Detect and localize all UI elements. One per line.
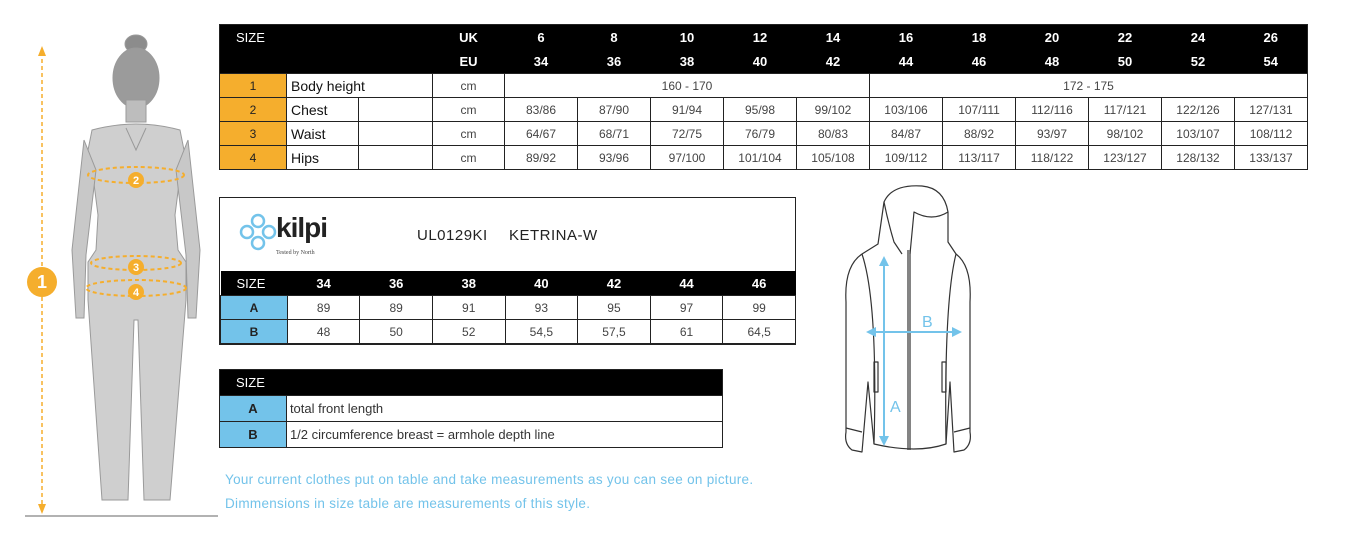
style-size-row <box>221 271 796 296</box>
uk-size: 14 <box>797 25 870 50</box>
hips-marker-label: 4 <box>132 287 140 299</box>
product-name: KETRINA-W <box>509 227 598 244</box>
hips-row <box>220 146 1308 170</box>
measurement-legend-table <box>219 369 723 448</box>
waist-row <box>220 122 1308 146</box>
row-number: 3 <box>220 122 287 146</box>
value-cell: 93/97 <box>1016 122 1089 146</box>
value-cell: 108/112 <box>1235 122 1308 146</box>
legend-row-a <box>220 396 723 422</box>
uk-size: 8 <box>578 25 651 50</box>
value-cell: 93/96 <box>578 146 651 170</box>
body-height-row <box>220 74 1308 98</box>
value-cell: 118/122 <box>1016 146 1089 170</box>
eu-size: 52 <box>1162 49 1235 74</box>
style-measurement-table <box>220 271 796 344</box>
eu-size: 46 <box>943 49 1016 74</box>
value-cell: 109/112 <box>870 146 943 170</box>
value-cell: 95/98 <box>724 98 797 122</box>
value-cell: 98/102 <box>1089 122 1162 146</box>
jacket-marker-b: B <box>922 314 933 331</box>
style-size: 40 <box>505 271 578 296</box>
value-cell: 48 <box>287 320 360 344</box>
eu-label: EU <box>433 49 505 74</box>
value-cell: 83/86 <box>505 98 578 122</box>
value-cell: 84/87 <box>870 122 943 146</box>
eu-size: 50 <box>1089 49 1162 74</box>
row-label: Chest <box>287 98 359 122</box>
value-cell: 91 <box>432 296 505 320</box>
value-cell: 95 <box>578 296 651 320</box>
eu-size: 42 <box>797 49 870 74</box>
row-number: 4 <box>220 146 287 170</box>
uk-size: 6 <box>505 25 578 50</box>
value-cell: 97/100 <box>651 146 724 170</box>
row-number: 2 <box>220 98 287 122</box>
uk-size: 22 <box>1089 25 1162 50</box>
value-cell: 97 <box>650 296 723 320</box>
size-header: SIZE <box>220 25 287 50</box>
value-cell: 89 <box>287 296 360 320</box>
note-line-1: Your current clothes put on table and take measurements as you can see on picture. <box>225 472 754 487</box>
uk-size-row <box>220 25 1308 50</box>
eu-size-row <box>220 49 1308 74</box>
value-cell: 103/107 <box>1162 122 1235 146</box>
eu-size: 36 <box>578 49 651 74</box>
value-cell: 87/90 <box>578 98 651 122</box>
eu-size: 44 <box>870 49 943 74</box>
value-cell: 80/83 <box>797 122 870 146</box>
unit-cell: cm <box>433 98 505 122</box>
style-size: 46 <box>723 271 796 296</box>
height-marker-label: 1 <box>36 272 48 292</box>
value-cell: 105/108 <box>797 146 870 170</box>
row-label: B <box>220 422 287 448</box>
brand-tagline: Tested by North <box>276 250 315 256</box>
product-code: UL0129KI <box>417 227 488 244</box>
style-size: 42 <box>578 271 651 296</box>
style-row-a <box>221 296 796 320</box>
value-cell: 54,5 <box>505 320 578 344</box>
style-size-box <box>219 197 796 345</box>
eu-size: 40 <box>724 49 797 74</box>
style-size: 34 <box>287 271 360 296</box>
unit-cell: cm <box>433 122 505 146</box>
value-cell: 101/104 <box>724 146 797 170</box>
legend-text: 1/2 circumference breast = armhole depth line <box>286 422 722 448</box>
style-size: 36 <box>360 271 433 296</box>
uk-size: 26 <box>1235 25 1308 50</box>
row-label: A <box>220 396 287 422</box>
height-range: 160 - 170 <box>505 74 870 98</box>
jacket-marker-a: A <box>890 399 901 416</box>
chest-row <box>220 98 1308 122</box>
brand-name: kilpi <box>276 212 328 243</box>
uk-label: UK <box>433 25 505 50</box>
row-label: Hips <box>287 146 359 170</box>
value-cell: 113/117 <box>943 146 1016 170</box>
uk-size: 16 <box>870 25 943 50</box>
unit-cell: cm <box>433 74 505 98</box>
value-cell: 117/121 <box>1089 98 1162 122</box>
size-chart-table <box>219 24 1308 170</box>
value-cell: 122/126 <box>1162 98 1235 122</box>
value-cell: 52 <box>432 320 505 344</box>
unit-cell: cm <box>433 146 505 170</box>
size-header: SIZE <box>220 370 287 396</box>
value-cell: 76/79 <box>724 122 797 146</box>
value-cell: 93 <box>505 296 578 320</box>
value-cell: 91/94 <box>651 98 724 122</box>
value-cell: 68/71 <box>578 122 651 146</box>
value-cell: 112/116 <box>1016 98 1089 122</box>
height-range: 172 - 175 <box>870 74 1308 98</box>
style-size: 38 <box>432 271 505 296</box>
waist-marker-label: 3 <box>132 262 140 274</box>
eu-size: 54 <box>1235 49 1308 74</box>
value-cell: 127/131 <box>1235 98 1308 122</box>
value-cell: 133/137 <box>1235 146 1308 170</box>
eu-size: 34 <box>505 49 578 74</box>
value-cell: 107/111 <box>943 98 1016 122</box>
eu-size: 38 <box>651 49 724 74</box>
value-cell: 88/92 <box>943 122 1016 146</box>
body-figure <box>0 0 220 530</box>
uk-size: 12 <box>724 25 797 50</box>
note-line-2: Dimmensions in size table are measurements of this style. <box>225 496 591 511</box>
value-cell: 64,5 <box>723 320 796 344</box>
value-cell: 89 <box>360 296 433 320</box>
row-label: Waist <box>287 122 359 146</box>
value-cell: 103/106 <box>870 98 943 122</box>
row-label: Body height <box>287 74 433 98</box>
value-cell: 72/75 <box>651 122 724 146</box>
value-cell: 128/132 <box>1162 146 1235 170</box>
legend-text: total front length <box>286 396 722 422</box>
uk-size: 24 <box>1162 25 1235 50</box>
value-cell: 99/102 <box>797 98 870 122</box>
value-cell: 64/67 <box>505 122 578 146</box>
value-cell: 57,5 <box>578 320 651 344</box>
style-size: 44 <box>650 271 723 296</box>
style-row-b <box>221 320 796 344</box>
row-label: A <box>221 296 288 320</box>
size-header: SIZE <box>221 271 288 296</box>
uk-size: 18 <box>943 25 1016 50</box>
row-number: 1 <box>220 74 287 98</box>
row-label: B <box>221 320 288 344</box>
value-cell: 61 <box>650 320 723 344</box>
legend-row-b <box>220 422 723 448</box>
uk-size: 10 <box>651 25 724 50</box>
chest-marker-label: 2 <box>132 175 140 187</box>
legend-header-row <box>220 370 723 396</box>
value-cell: 89/92 <box>505 146 578 170</box>
uk-size: 20 <box>1016 25 1089 50</box>
value-cell: 50 <box>360 320 433 344</box>
style-header <box>220 198 795 271</box>
value-cell: 99 <box>723 296 796 320</box>
jacket-illustration <box>822 182 1012 482</box>
eu-size: 48 <box>1016 49 1089 74</box>
value-cell: 123/127 <box>1089 146 1162 170</box>
kilpi-logo-icon <box>238 212 278 252</box>
